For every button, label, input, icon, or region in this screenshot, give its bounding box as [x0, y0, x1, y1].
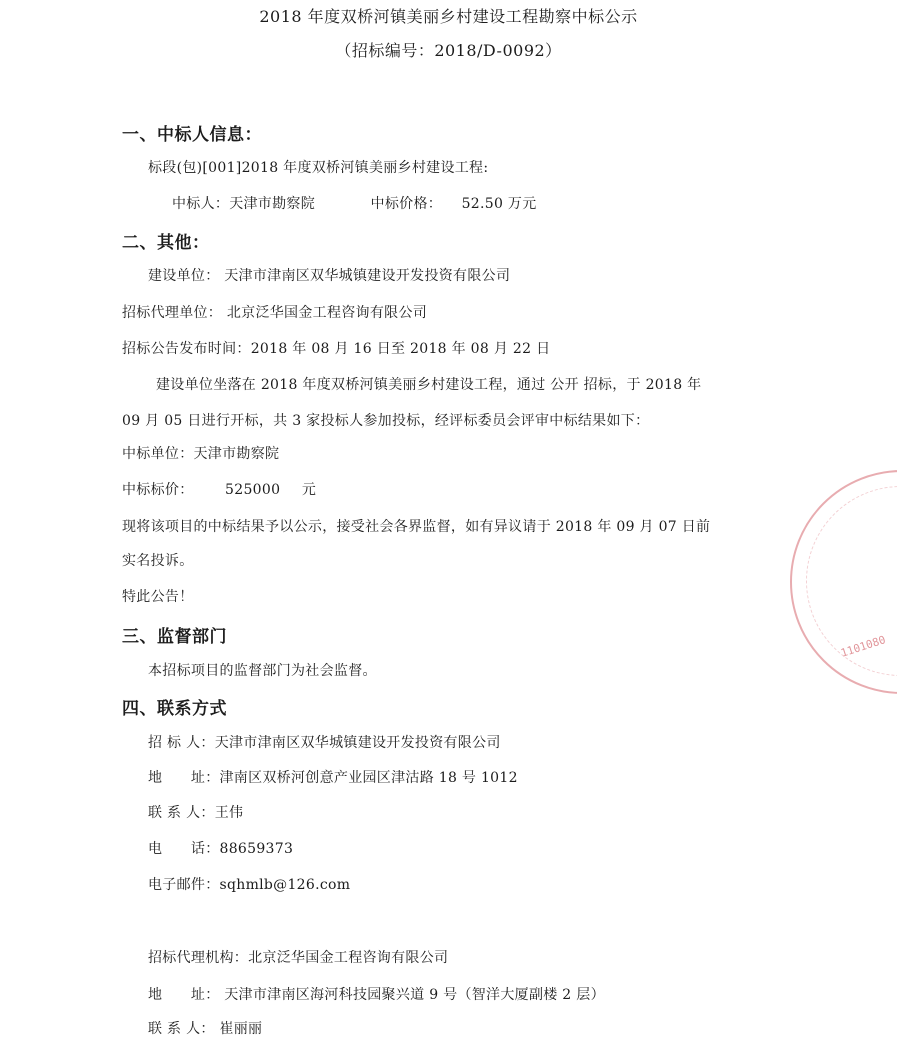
agency-line: 招标代理单位： 北京泛华国金工程咨询有限公司 [122, 305, 428, 321]
seal-inner-ring [806, 486, 897, 676]
winner-label: 中标人： [172, 196, 230, 212]
official-seal [790, 470, 897, 694]
lot-line: 标段(包)[001]2018 年度双桥河镇美丽乡村建设工程: [148, 160, 489, 176]
document-title: 2018 年度双桥河镇美丽乡村建设工程勘察中标公示 [259, 7, 638, 26]
section-other-heading: 二、其他： [122, 233, 210, 253]
closing-line: 特此公告！ [122, 589, 194, 605]
tenderer-line: 招 标 人：天津市津南区双华城镇建设开发投资有限公司 [148, 735, 501, 751]
section-supervision-heading: 三、监督部门 [122, 627, 227, 647]
tenderer-address-line: 地 址：津南区双桥河创意产业园区津沽路 18 号 1012 [148, 770, 518, 786]
section-winner-heading: 一、中标人信息： [122, 125, 262, 145]
agency-contact-line: 联 系 人： 崔丽丽 [148, 1021, 263, 1037]
notice-line-2: 实名投诉。 [122, 553, 194, 569]
winning-price-value: 525000 [225, 482, 281, 498]
winning-price-label: 中标标价： [122, 482, 194, 498]
owner-line: 建设单位： 天津市津南区双华城镇建设开发投资有限公司 [148, 268, 511, 284]
winning-price-unit: 元 [301, 482, 317, 498]
description-line-1: 建设单位坐落在 2018 年度双桥河镇美丽乡村建设工程，通过 公开 招标，于 2018 年 [156, 377, 702, 393]
price-label: 中标价格： [370, 196, 443, 212]
tenderer-contact-line: 联 系 人：王伟 [148, 805, 244, 821]
email-line: 电子邮件：sqhmlb@126.com [148, 877, 351, 893]
section-contact-heading: 四、联系方式 [122, 699, 227, 719]
winning-unit-line: 中标单位：天津市勘察院 [122, 446, 280, 462]
price-value: 52.50 万元 [461, 196, 537, 212]
agency-address-line: 地 址： 天津市津南区海河科技园聚兴道 9 号（智洋大厦副楼 2 层） [148, 987, 605, 1003]
seal-code: 1101080 [839, 633, 888, 660]
description-line-2: 09 月 05 日进行开标，共 3 家投标人参加投标，经评标委员会评审中标结果如下： [122, 413, 650, 429]
supervision-text: 本招标项目的监督部门为社会监督。 [148, 663, 377, 679]
phone-line: 电 话：88659373 [148, 841, 294, 857]
agency-org-line: 招标代理机构：北京泛华国金工程咨询有限公司 [148, 950, 449, 966]
tender-number: （招标编号：2018/D-0092） [335, 41, 562, 60]
winning-price-line [122, 479, 316, 499]
publish-time-line: 招标公告发布时间：2018 年 08 月 16 日至 2018 年 08 月 22 日 [122, 341, 551, 357]
winner-name: 天津市勘察院 [229, 196, 316, 212]
winner-line [172, 193, 537, 213]
notice-line-1: 现将该项目的中标结果予以公示，接受社会各界监督，如有异议请于 2018 年 09 月 07 日前 [122, 519, 711, 535]
